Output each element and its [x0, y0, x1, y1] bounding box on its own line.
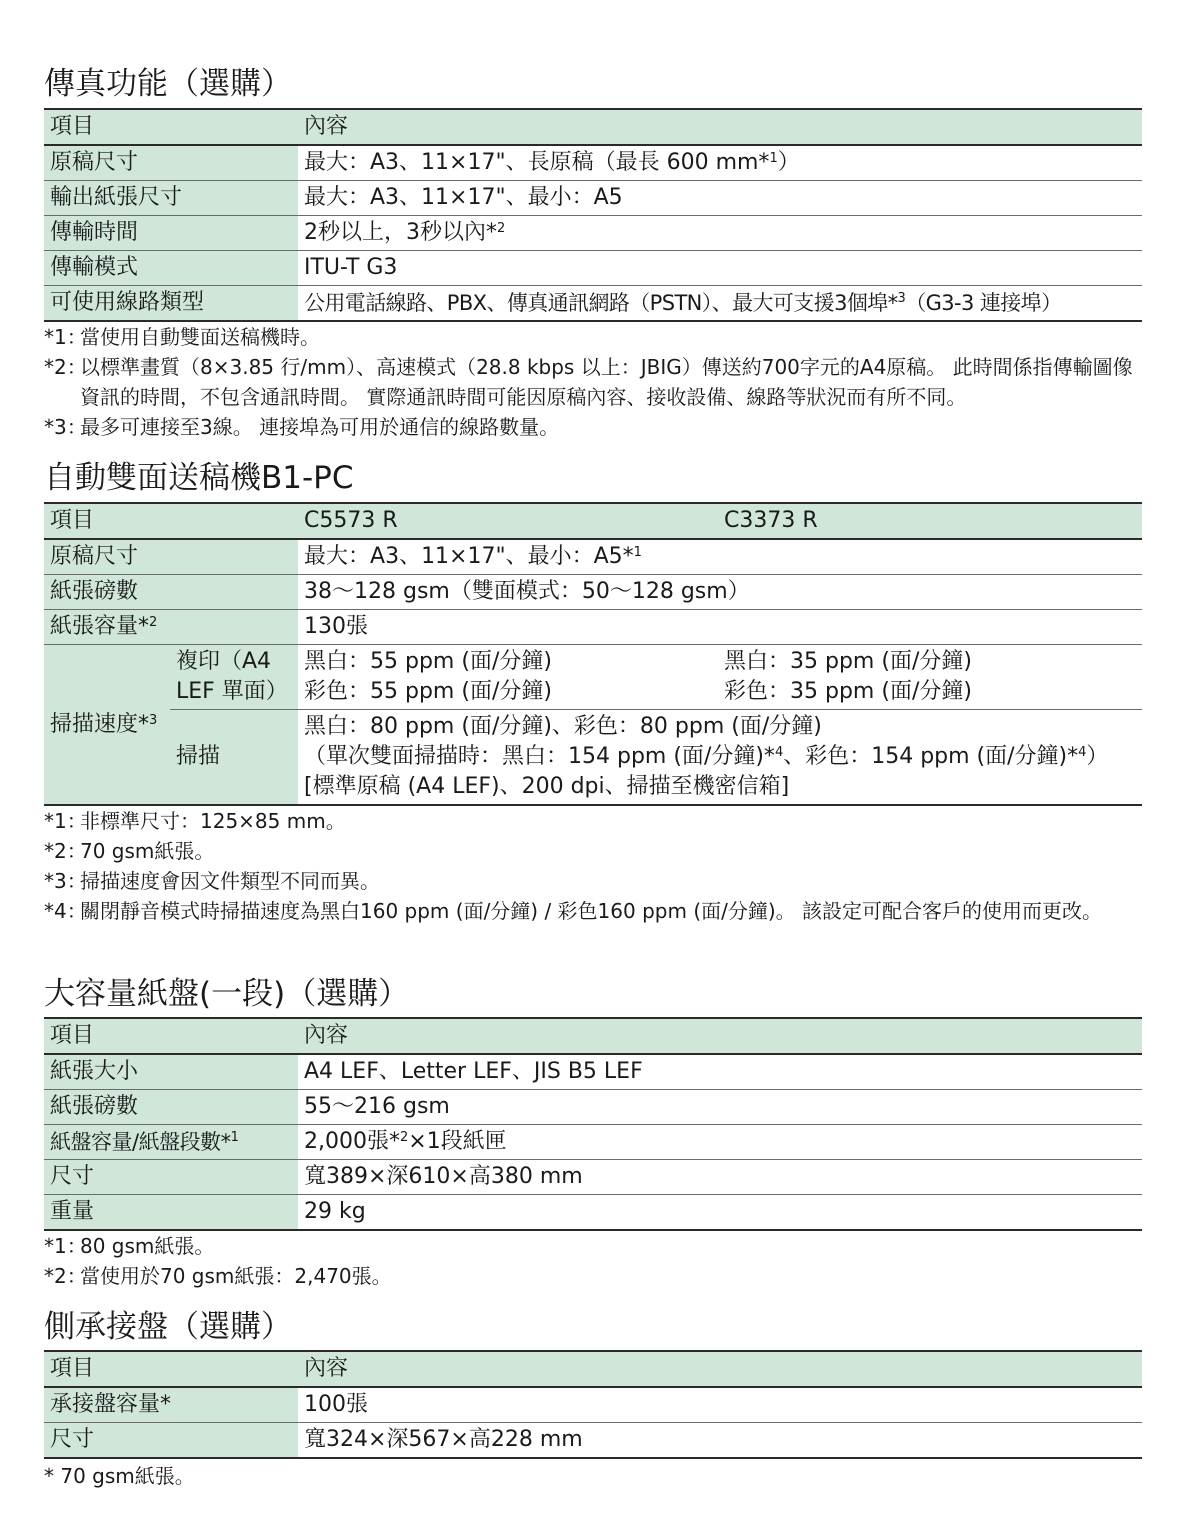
row-value: 最大：A3、11×17"、最小：A5: [298, 181, 1142, 216]
footnote: *2： 以標準畫質（8×3.85 行/mm）、高速模式（28.8 kbps 以上：JBIG）傳送約700字元的A4原稿。 此時間係指傳輸圖像資訊的時間，不包含通訊時間。 實際通訊時間可能因原稿內容、接收設備、線路等狀況而有所不同。: [44, 355, 1133, 409]
header-content: 內容: [298, 1351, 1142, 1387]
footnote: *1： 80 gsm紙張。: [44, 1234, 215, 1258]
table-row: [44, 539, 1142, 575]
row-label: 輸出紙張尺寸: [44, 181, 298, 216]
row-value: 55～216 gsm: [298, 1090, 1142, 1125]
header-content: 內容: [298, 109, 1142, 145]
row-value: 2秒以上，3秒以內*$^2$: [298, 216, 1142, 251]
header-c5573: C5573 R: [298, 503, 718, 539]
fax-table: [44, 108, 1142, 322]
adf-title: 自動雙面送稿機B1-PC: [44, 460, 354, 496]
row-label: 可使用線路類型: [44, 286, 298, 322]
header-item: 項目: [44, 109, 298, 145]
row-label: 傳輸模式: [44, 251, 298, 286]
copy-label: 複印（A4 LEF 單面）: [170, 645, 298, 710]
row-label: 紙張磅數: [44, 575, 298, 610]
table-row: [44, 1387, 1142, 1423]
row-value: ITU-T G3: [298, 251, 1142, 286]
footnote: *1： 非標準尺寸：125×85 mm。: [44, 809, 346, 833]
row-label: 原稿尺寸: [44, 145, 298, 181]
footnote: *2： 當使用於70 gsm紙張：2,470張。: [44, 1264, 392, 1288]
row-value: 公用電話線路、PBX、傳真通訊網路（PSTN）、最大可支援3個埠*$^3$（G3-3 連接埠）: [298, 286, 1142, 322]
footnote: *3： 掃描速度會因文件類型不同而異。: [44, 869, 380, 893]
row-label: 傳輸時間: [44, 216, 298, 251]
row-value: 38～128 gsm（雙面模式：50～128 gsm）: [298, 575, 1142, 610]
table-row: [44, 286, 1142, 322]
hcf-table: [44, 1017, 1142, 1231]
fax-notes: [44, 322, 1142, 442]
copy-c3373: 黑白：35 ppm (面/分鐘) 彩色：35 ppm (面/分鐘): [718, 645, 1142, 710]
footnote: *1： 當使用自動雙面送稿機時。: [44, 325, 320, 349]
header-content: 內容: [298, 1018, 1142, 1054]
row-label: 紙盤容量/紙盤段數*$^1$: [44, 1125, 298, 1160]
table-row: [44, 251, 1142, 286]
scan-value: 黑白：80 ppm (面/分鐘)、彩色：80 ppm (面/分鐘) （單次雙面掃描時：黑白：154 ppm (面/分鐘)*$^4$、彩色：154 ppm (面/分鐘)*$^4$） [標準原稿 (A4 LEF)、200 dpi、掃描至機密信箱]: [298, 710, 1142, 806]
side-tray-table: [44, 1350, 1142, 1459]
fax-title: 傳真功能（選購）: [44, 66, 292, 102]
hcf-notes: [44, 1231, 1142, 1291]
row-label: 重量: [44, 1195, 298, 1231]
adf-notes: [44, 806, 1142, 926]
table-row-scan-speed: [44, 710, 1142, 806]
header-item: 項目: [44, 1351, 298, 1387]
adf-table: [44, 502, 1142, 806]
row-label: 紙張磅數: [44, 1090, 298, 1125]
footnote: *4： 關閉靜音模式時掃描速度為黑白160 ppm (面/分鐘) / 彩色160 ppm (面/分鐘)。 該設定可配合客戶的使用而更改。: [44, 899, 1103, 923]
table-header: [44, 1018, 1142, 1054]
side-tray-title: 側承接盤（選購）: [44, 1309, 292, 1345]
table-header: [44, 1351, 1142, 1387]
scan-label: 掃描: [170, 710, 298, 806]
row-label: 尺寸: [44, 1160, 298, 1195]
table-row: [44, 575, 1142, 610]
table-row: [44, 216, 1142, 251]
table-row: [44, 1195, 1142, 1231]
footnote: * 70 gsm紙張。: [44, 1464, 195, 1488]
copy-c5573: 黑白：55 ppm (面/分鐘) 彩色：55 ppm (面/分鐘): [298, 645, 718, 710]
row-label: 承接盤容量*: [44, 1387, 298, 1423]
table-row: [44, 1090, 1142, 1125]
table-header: [44, 503, 1142, 539]
footnote: *3： 最多可連接至3線。 連接埠為可用於通信的線路數量。: [44, 415, 560, 439]
table-row: [44, 1054, 1142, 1090]
side-tray-notes: [44, 1461, 1142, 1491]
table-row: [44, 1423, 1142, 1459]
row-value: A4 LEF、Letter LEF、JIS B5 LEF: [298, 1054, 1142, 1090]
row-value: 最大：A3、11×17"、長原稿（最長 600 mm*$^1$）: [298, 145, 1142, 181]
row-label: 紙張大小: [44, 1054, 298, 1090]
row-label: 原稿尺寸: [44, 539, 298, 575]
speed-label: 掃描速度*$^3$: [44, 645, 170, 806]
table-row: [44, 181, 1142, 216]
table-row: [44, 1160, 1142, 1195]
footnote: *2： 70 gsm紙張。: [44, 839, 215, 863]
table-row: [44, 145, 1142, 181]
row-value: 100張: [298, 1387, 1142, 1423]
row-value: 130張: [298, 610, 1142, 645]
row-value: 2,000張*$^2$×1段紙匣: [298, 1125, 1142, 1160]
row-label: 尺寸: [44, 1423, 298, 1459]
hcf-title: 大容量紙盤(一段)（選購）: [44, 976, 410, 1012]
row-label: 紙張容量*$^2$: [44, 610, 298, 645]
row-value: 29 kg: [298, 1195, 1142, 1231]
row-value: 寬389×深610×高380 mm: [298, 1160, 1142, 1195]
table-row-copy-speed: [44, 645, 1142, 710]
header-item: 項目: [44, 503, 298, 539]
table-row: [44, 610, 1142, 645]
table-row: [44, 1125, 1142, 1160]
row-value: 最大：A3、11×17"、最小：A5*$^1$: [298, 539, 1142, 575]
header-item: 項目: [44, 1018, 298, 1054]
row-value: 寬324×深567×高228 mm: [298, 1423, 1142, 1459]
header-c3373: C3373 R: [718, 503, 1142, 539]
table-header: [44, 109, 1142, 145]
